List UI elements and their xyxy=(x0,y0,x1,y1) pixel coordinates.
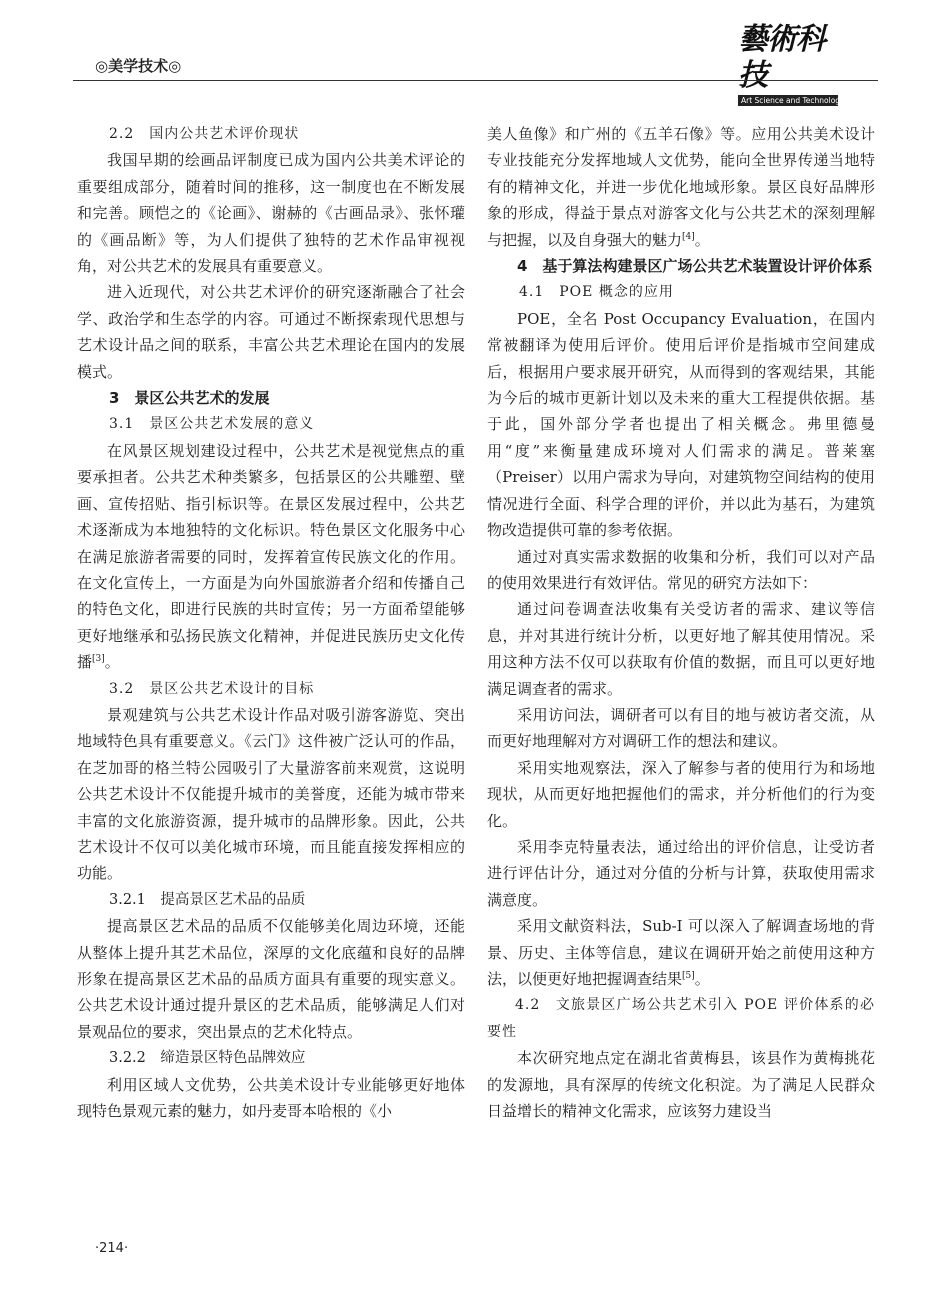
citation: [3] xyxy=(92,654,105,665)
heading-4-2: 4.2 文旅景区广场公共艺术引入 POE 评价体系的必要性 xyxy=(487,997,875,1040)
paragraph-tail: 。 xyxy=(694,970,710,988)
paragraph: 提高景区艺术品的品质不仅能够美化周边环境，还能从整体上提升其艺术品位，深厚的文化底蕴和良好的品牌形象在提高景区艺术品的品质方面具有重要的现实意义。公共艺术设计通过提升景区的艺术品质，能够满足人们对景观品位的要求，突出景点的艺术化特点。 xyxy=(77,917,465,1041)
paragraph: 采用实地观察法，深入了解参与者的使用行为和场地现状，从而更好地把握他们的需求，并分析他们的行为变化。 xyxy=(487,758,875,830)
paragraph-text: 美人鱼像》和广州的《五羊石像》等。应用公共美术设计专业技能充分发挥地域人文优势，能向全世界传递当地特有的精神文化，并进一步优化地域形象。景区良好品牌形象的形成，得益于景点对游客文化与公共艺术的深刻理解与把握，以及自身强大的魅力 xyxy=(487,125,875,249)
header-divider xyxy=(73,80,878,81)
paragraph: 采用访问法，调研者可以有目的地与被访者交流，从而更好地理解对方对调研工作的想法和建议。 xyxy=(487,705,875,751)
paragraph: 通过对真实需求数据的收集和分析，我们可以对产品的使用效果进行有效评估。常见的研究方法如下： xyxy=(487,547,875,592)
heading-4-1: 4.1 POE 概念的应用 xyxy=(519,284,674,301)
paragraph: POE，全名 Post Occupancy Evaluation，在国内常被翻译为使用后评价。使用后评价是指城市空间建成后，根据用户要求展开研究，从而得到的客观结果，其能为今后的城市更新计划以及未来的重大工程提供依据。基于此，国外部分学者也提出了相关概念。弗里德曼用“度”来衡量建成环境对人们需求的满足。普莱塞（Preiser）以用户需求为导向，对建筑物空间结构的使用情况进行全面、科学合理的评价，并以此为基石，为建筑物改造提供可靠的参考依据。 xyxy=(487,309,875,540)
journal-logo-subtitle: Art Science and Technology xyxy=(738,95,838,106)
citation: [4] xyxy=(682,231,695,242)
heading-3-2-1: 3.2.1 提高景区艺术品的品质 xyxy=(109,891,306,908)
heading-4: 4 基于算法构建景区广场公共艺术装置设计评价体系 xyxy=(517,257,873,276)
paragraph xyxy=(487,913,875,992)
paragraph-tail: 。 xyxy=(694,230,710,249)
page-number: ·214· xyxy=(95,1241,129,1256)
paragraph: 通过问卷调查法收集有关受访者的需求、建议等信息，并对其进行统计分析，以更好地了解其使用情况。采用这种方法不仅可以获取有价值的数据，而且可以更好地满足调查者的需求。 xyxy=(487,600,875,698)
paragraph-text: 采用文献资料法，Sub-I 可以深入了解调查场地的背景、历史、主体等信息，建议在调研开始之前使用这种方法，以便更好地把握调查结果 xyxy=(487,917,875,988)
paragraph: 我国早期的绘画品评制度已成为国内公共美术评论的重要组成部分，随着时间的推移，这一制度也在不断发展和完善。顾恺之的《论画》、谢赫的《古画品录》、张怀瓘的《画品断》等，为人们提供了独特的艺术作品审视视角，对公共艺术的发展具有重要意义。 xyxy=(77,151,465,276)
left-column xyxy=(77,121,465,1124)
paragraph: 景观建筑与公共艺术设计作品对吸引游客游览、突出地域特色具有重要意义。《云门》这件被广泛认可的作品，在芝加哥的格兰特公园吸引了大量游客前来观赏，这说明公共艺术设计不仅能提升城市的美誉度，还能为城市带来丰富的文化旅游资源，提升城市的品牌形象。因此，公共艺术设计不仅可以美化城市环境，而且能直接发挥相应的功能。 xyxy=(77,705,465,883)
heading-3-2: 3.2 景区公共艺术设计的目标 xyxy=(109,680,315,697)
paragraph: 采用李克特量表法，通过给出的评价信息，让受访者进行评估计分，通过对分值的分析与计算，获取使用需求满意度。 xyxy=(487,837,875,909)
paragraph: 进入近现代，对公共艺术评价的研究逐渐融合了社会学、政治学和生态学的内容。可通过不断探索现代思想与艺术设计品之间的联系，丰富公共艺术理论在国内的发展模式。 xyxy=(77,283,465,381)
citation: [5] xyxy=(682,971,695,981)
journal-logo-text: 藝術科技 xyxy=(738,22,825,93)
heading-3: 3 景区公共艺术的发展 xyxy=(109,389,270,408)
paragraph xyxy=(77,438,465,676)
journal-logo xyxy=(738,22,846,105)
section-label: ◎美学技术◎ xyxy=(95,57,182,75)
heading-2-2: 2.2 国内公共艺术评价现状 xyxy=(109,126,300,142)
paragraph: 本次研究地点定在湖北省黄梅县，该县作为黄梅挑花的发源地，具有深厚的传统文化积淀。为了满足人民群众日益增长的精神文化需求，应该努力建设当 xyxy=(487,1049,875,1121)
heading-3-2-2: 3.2.2 缔造景区特色品牌效应 xyxy=(109,1050,306,1067)
paragraph-continued xyxy=(487,121,875,253)
paragraph-tail: 。 xyxy=(104,653,120,672)
right-column xyxy=(487,121,875,1124)
paragraph-text: 在风景区规划建设过程中，公共艺术是视觉焦点的重要承担者。公共艺术种类繁多，包括景区的公共雕塑、壁画、宣传招贴、指引标识等。在景区发展过程中，公共艺术逐渐成为本地独特的文化标识。特色景区文化服务中心在满足旅游者需要的同时，发挥着宣传民族文化的作用。在文化宣传上，一方面是为向外国旅游者介绍和传播自己的特色文化，即进行民族的共时宣传；另一方面希望能够更好地继承和弘扬民族文化精神，并促进民族历史文化传播 xyxy=(77,441,465,672)
paragraph: 利用区域人文优势，公共美术设计专业能够更好地体现特色景观元素的魅力，如丹麦哥本哈根的《小 xyxy=(77,1075,465,1121)
heading-3-1: 3.1 景区公共艺术发展的意义 xyxy=(109,416,315,433)
